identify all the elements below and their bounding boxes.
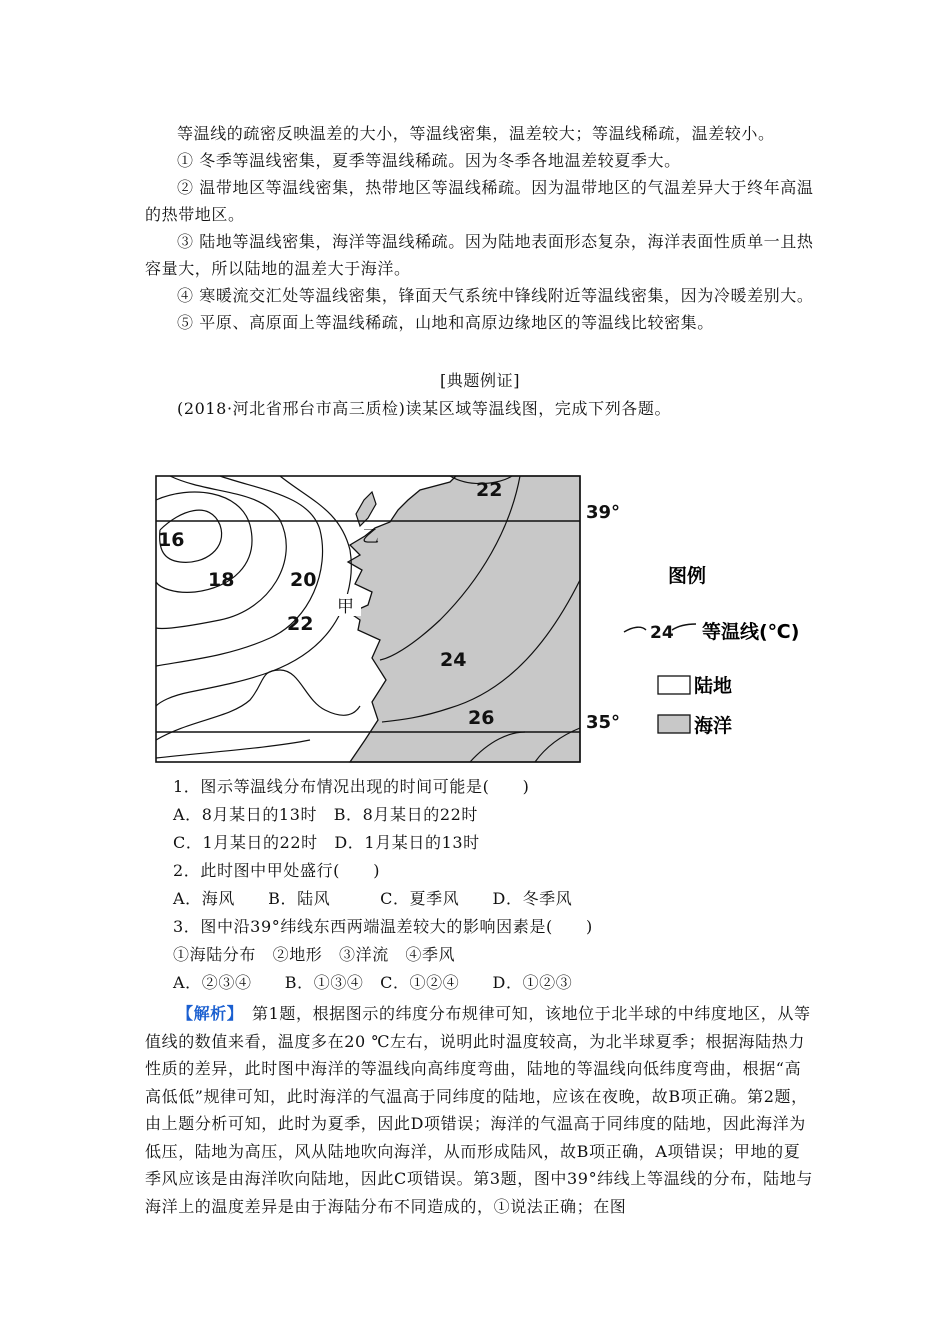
analysis-text: 第1题，根据图示的纬度分布规律可知，该地位于北半球的中纬度地区，从等值线的数值来看，温度多在20 ℃左右，说明此时温度较高，为北半球夏季；根据海陆热力性质的差异，此时图中海洋的等温线向高纬度弯曲，陆地的等温线向低纬度弯曲，根据“高高低低”规律可知，此时海洋的气温高于同纬度的陆地，应该在夜晚，故B项正确。第2题，由上题分析可知，此时为夏季，因此D项错误；海洋的气温高于同纬度的陆地，因此海洋为低压，陆地为高压，风从陆地吹向海洋，从而形成陆风，故B项正确，A项错误；甲地的夏季风应该是由海洋吹向陆地，因此C项错误。第3题，图中39°纬线上等温线的分布，陆地与海洋上的温度差异是由于海陆分布不同造成的，①说法正确；在图 [145, 1004, 813, 1216]
legend-ocean-swatch [658, 715, 690, 733]
iso-label-16: 16 [158, 529, 185, 551]
legend-land-swatch [658, 676, 690, 694]
legend-land-label: 陆地 [694, 675, 733, 697]
legend-isoline-value: 24 [650, 623, 674, 643]
iso-label-20: 20 [290, 569, 317, 591]
iso-label-18: 18 [208, 569, 235, 591]
question-3: 3．图中沿39°纬线东西两端温差较大的影响因素是( ) [173, 917, 593, 936]
iso-label-26: 26 [468, 707, 495, 729]
question-2: 2．此时图中甲处盛行( ) [173, 861, 381, 880]
legend-isoline-left [624, 627, 646, 632]
paragraph-6: ⑤ 平原、高原面上等温线稀疏，山地和高原边缘地区的等温线比较密集。 [177, 313, 714, 332]
paragraph-1: 等温线的疏密反映温差的大小，等温线密集，温差较大；等温线稀疏，温差较小。 [177, 124, 775, 143]
isotherms-land [156, 476, 360, 758]
question-3-items: ①海陆分布 ②地形 ③洋流 ④季风 [173, 945, 456, 964]
latitude-label-35: 35° [586, 712, 621, 733]
paragraph-5: ④ 寒暖流交汇处等温线密集，锋面天气系统中锋线附近等温线密集，因为冷暖差别大。 [177, 286, 814, 305]
question-1-options-cd: C．1月某日的22时 D．1月某日的13时 [173, 833, 480, 852]
legend-isoline-right [672, 624, 696, 630]
legend-isoline-label: 等温线(℃) [702, 621, 800, 643]
paragraph-2: ① 冬季等温线密集，夏季等温线稀疏。因为冬季各地温差较夏季大。 [177, 151, 681, 170]
isotherm-map [150, 470, 830, 770]
question-1: 1．图示等温线分布情况出现的时间可能是( ) [173, 777, 530, 796]
question-1-options-ab: A．8月某日的13时 B．8月某日的22时 [173, 805, 478, 824]
analysis-paragraph [145, 1000, 815, 1220]
source-line: (2018·河北省邢台市高三质检)读某区域等温线图，完成下列各题。 [177, 399, 672, 418]
latitude-label-39: 39° [586, 502, 621, 523]
iso-label-22-land: 22 [287, 613, 314, 635]
paragraph-3: ② 温带地区等温线密集，热带地区等温线稀疏。因为温带地区的气温差异大于终年高温的热带地区。 [145, 178, 814, 224]
iso-label-24: 24 [440, 649, 467, 671]
legend-title: 图例 [668, 565, 707, 587]
iso-label-22-ocean: 22 [476, 479, 503, 501]
analysis-tag: 【解析】 [177, 1004, 236, 1023]
place-yi: 乙 [362, 527, 379, 547]
legend-ocean-label: 海洋 [694, 715, 733, 737]
paragraph-4: ③ 陆地等温线密集，海洋等温线稀疏。因为陆地表面形态复杂，海洋表面性质单一且热容量大，所以陆地的温差大于海洋。 [145, 232, 814, 278]
place-jia: 甲 [337, 597, 354, 617]
question-3-options: A．②③④ B．①③④ C．①②④ D．①②③ [173, 973, 573, 992]
ocean-area [348, 476, 580, 762]
section-title: [典题例证] [439, 371, 521, 390]
question-2-options: A．海风 B．陆风 C．夏季风 D．冬季风 [173, 889, 573, 908]
